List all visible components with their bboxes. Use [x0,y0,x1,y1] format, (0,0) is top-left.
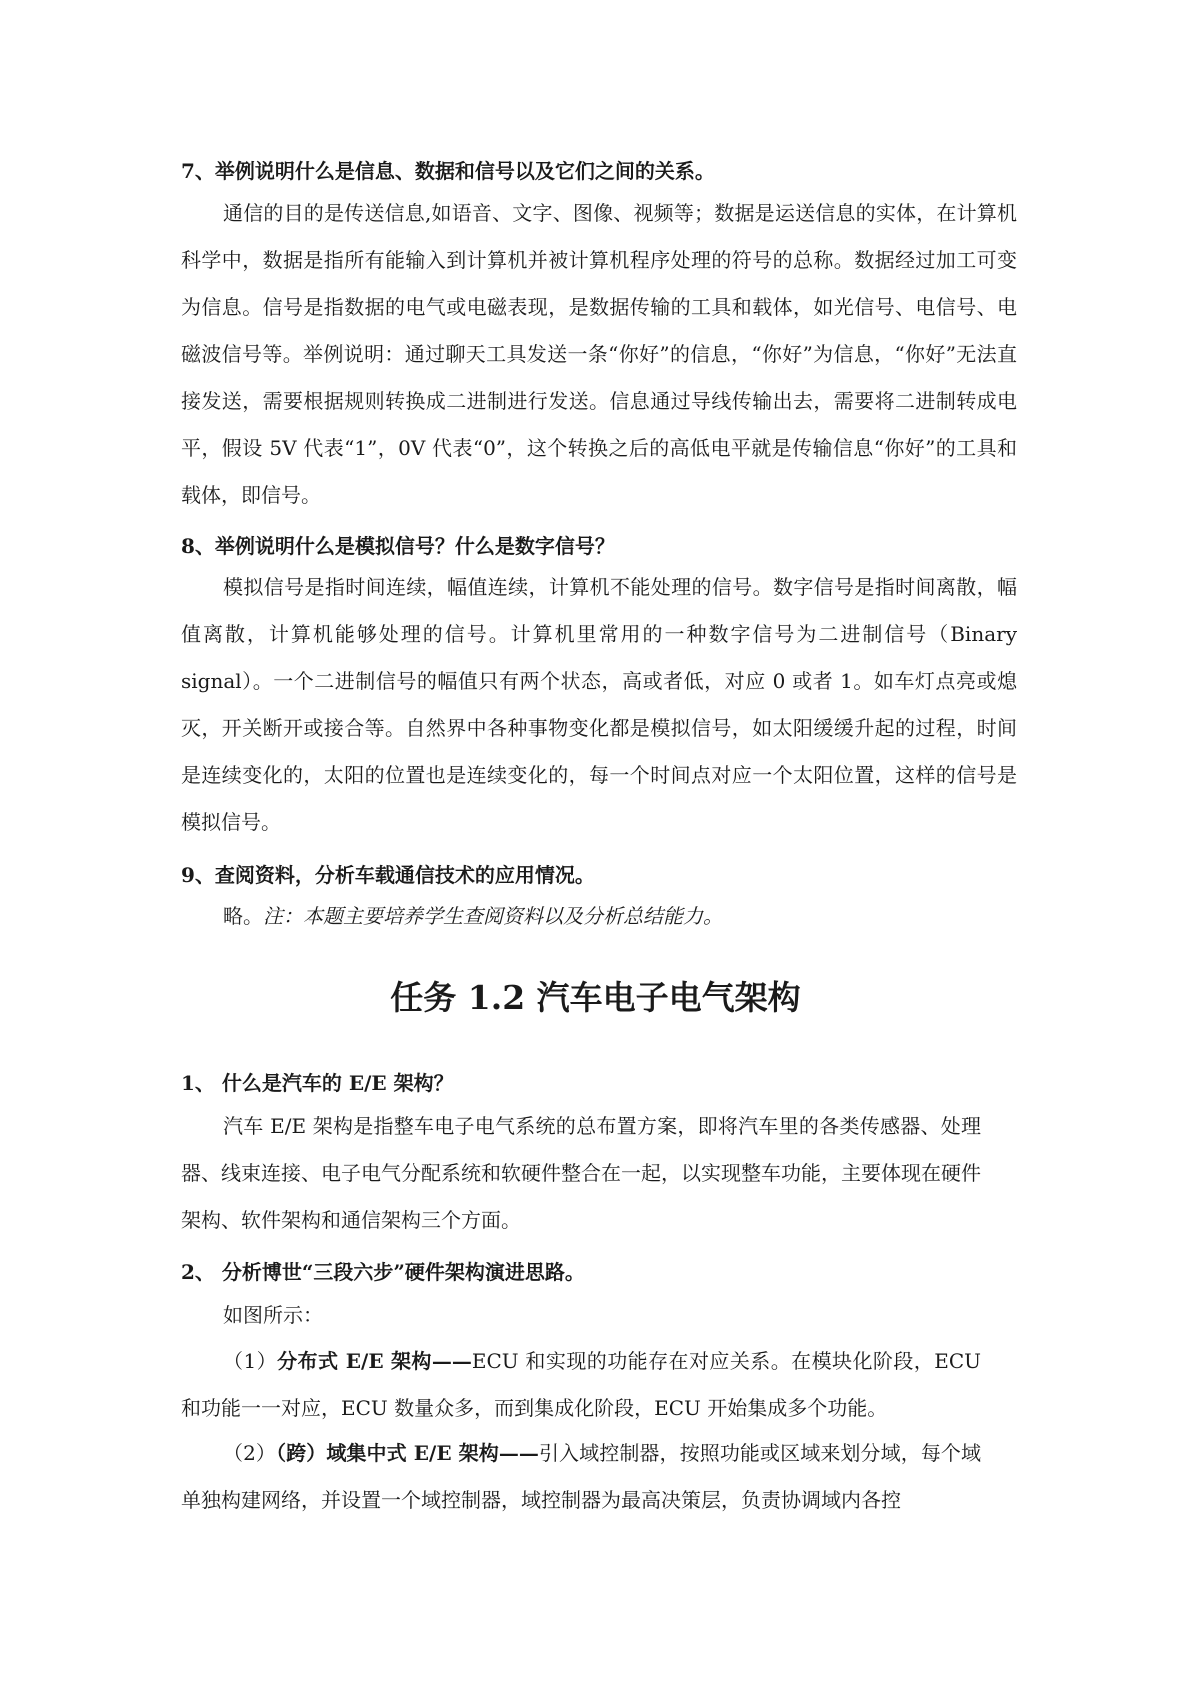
answer-prefix: 略。 [223,904,263,928]
question-9-answer [181,893,1017,940]
section-question-1-heading: 1、 什么是汽车的 E/E 架构？ [181,1071,454,1095]
question-7-answer: 通信的目的是传送信息,如语音、文字、图像、视频等；数据是运送信息的实体，在计算机科学中，数据是指所有能输入到计算机并被计算机程序处理的符号的总称。数据经过加工可变为信息。信号是指数据的电气或电磁表现，是数据传输的工具和载体，如光信号、电信号、电磁波信号等。举例说明：通过聊天工具发送一条“你好”的信息，“你好”为信息，“你好”无法直接发送，需要根据规则转换成二进制进行发送。信息通过导线传输出去，需要将二进制转成电平，假设 5V 代表“1”，0V 代表“0”，这个转换之后的高低电平就是传输信息“你好”的工具和载体，即信号。 [181,201,1017,507]
list-item-1-number: （1） [223,1349,278,1373]
list-item-2 [181,1430,981,1524]
list-item-2-number: （2） [223,1441,277,1465]
question-8-answer: 模拟信号是指时间连续，幅值连续，计算机不能处理的信号。数字信号是指时间离散，幅值离散，计算机能够处理的信号。计算机里常用的一种数字信号为二进制信号（Binary signal）。一个二进制信号的幅值只有两个状态，高或者低，对应 0 或者 1。如车灯点亮或熄灭，开关断开或接合等。自然界中各种事物变化都是模拟信号，如太阳缓缓升起的过程，时间是连续变化的，太阳的位置也是连续变化的，每一个时间点对应一个太阳位置，这样的信号是模拟信号。 [181,575,1017,834]
section-question-1-answer: 汽车 E/E 架构是指整车电子电气系统的总布置方案，即将汽车里的各类传感器、处理器、线束连接、电子电气分配系统和软硬件整合在一起，以实现整车功能，主要体现在硬件架构、软件架构和通信架构三个方面。 [181,1114,981,1232]
question-8-heading: 8、举例说明什么是模拟信号？什么是数字信号？ [181,534,615,558]
answer-note: 注：本题主要培养学生查阅资料以及分析总结能力。 [263,904,723,928]
list-item-1-text: ECU 和实现的功能存在对应关系。在模块化阶段，ECU 和功能一一对应，ECU 数量众多，而到集成化阶段，ECU 开始集成多个功能。 [181,1349,982,1420]
list-item-2-label: （跨）域集中式 E/E 架构—— [276,1441,539,1465]
question-9-heading: 9、查阅资料，分析车载通信技术的应用情况。 [181,863,595,887]
section-title: 任务 1.2 汽车电子电气架构 [390,978,801,1017]
section-question-2-heading: 2、 分析博世“三段六步”硬件架构演进思路。 [181,1260,585,1284]
section-question-2-intro: 如图所示： [223,1303,323,1327]
list-item-2-text: 引入域控制器，按照功能或区域来划分域，每个域单独构建网络，并设置一个域控制器，域控制器为最高决策层，负责协调域内各控 [181,1441,982,1512]
question-7-heading: 7、举例说明什么是信息、数据和信号以及它们之间的关系。 [181,159,715,183]
list-item-1 [181,1338,981,1432]
list-item-1-label: 分布式 E/E 架构—— [277,1349,472,1373]
